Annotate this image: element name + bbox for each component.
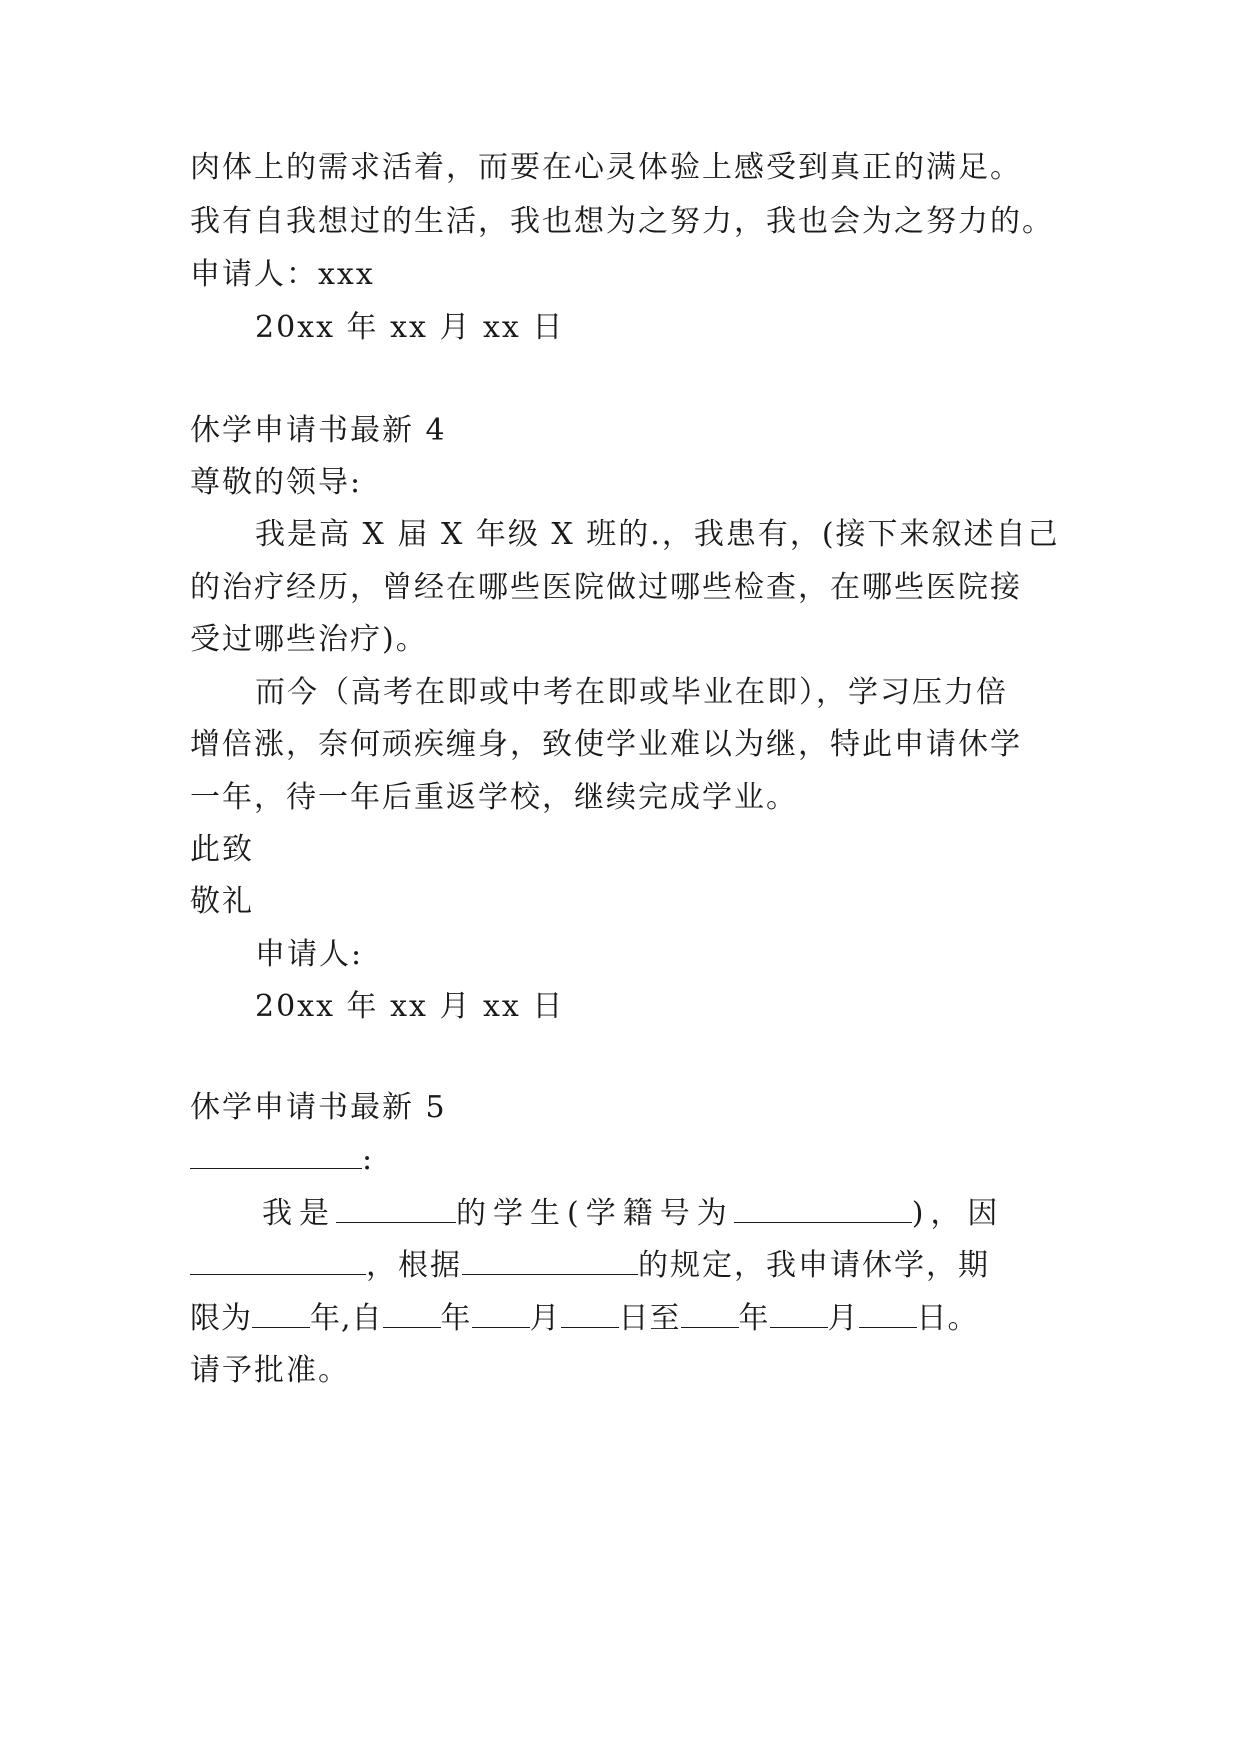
form-text: 日至 xyxy=(618,1301,681,1336)
end-day-blank[interactable] xyxy=(859,1301,917,1328)
regulation-blank[interactable] xyxy=(462,1248,638,1275)
form-text: 日。 xyxy=(916,1301,979,1336)
body-line: 肉体上的需求活着，而要在心灵体验上感受到真正的满足。 xyxy=(190,150,1022,185)
closing-line: 敬礼 xyxy=(190,884,254,919)
start-day-blank[interactable] xyxy=(561,1301,619,1328)
form-text: 限为 xyxy=(190,1301,252,1336)
date-line: 20xx 年 xx 月 xx 日 xyxy=(255,310,565,345)
student-id-blank[interactable] xyxy=(734,1196,912,1223)
form-text: 的学生(学籍号为 xyxy=(456,1196,734,1231)
form-text: 月 xyxy=(529,1301,561,1336)
form-text: 月 xyxy=(827,1301,859,1336)
body-line: 一年，待一年后重返学校，继续完成学业。 xyxy=(190,780,798,815)
form-text: 年 xyxy=(440,1301,472,1336)
form-line xyxy=(262,1195,1004,1233)
body-line: 增倍涨，奈何顽疾缠身，致使学业难以为继，特此申请休学 xyxy=(190,727,1022,762)
form-line xyxy=(190,1247,990,1285)
colon: : xyxy=(362,1142,375,1177)
reason-blank[interactable] xyxy=(190,1248,366,1275)
section-title: 休学申请书最新 4 xyxy=(190,413,447,448)
form-text: ，根据 xyxy=(366,1248,462,1283)
body-line: 而今（高考在即或中考在即或毕业在即），学习压力倍 xyxy=(255,675,1008,710)
start-month-blank[interactable] xyxy=(472,1301,530,1328)
date-line: 20xx 年 xx 月 xx 日 xyxy=(255,989,565,1024)
body-line: 的治疗经历，曾经在哪些医院做过哪些检查，在哪些医院接 xyxy=(190,570,1022,605)
school-blank[interactable] xyxy=(336,1196,456,1223)
end-month-blank[interactable] xyxy=(770,1301,828,1328)
closing-line: 请予批准。 xyxy=(190,1353,350,1388)
form-text: 的规定，我申请休学，期 xyxy=(638,1248,990,1283)
body-line: 我是高 X 届 X 年级 X 班的.，我患有，(接下来叙述自己 xyxy=(255,517,1060,552)
section-title: 休学申请书最新 5 xyxy=(190,1090,447,1125)
form-line xyxy=(190,1300,979,1338)
start-year-blank[interactable] xyxy=(383,1301,441,1328)
body-line: 受过哪些治疗)。 xyxy=(190,622,428,657)
salutation-blank xyxy=(190,1141,374,1179)
applicant-signature: 申请人: xyxy=(255,937,364,972)
form-text: 年,自 xyxy=(310,1301,383,1336)
form-text: 我是 xyxy=(262,1196,336,1231)
salutation: 尊敬的领导: xyxy=(190,465,363,500)
applicant-signature: 申请人：xxx xyxy=(190,257,375,292)
end-year-blank[interactable] xyxy=(681,1301,739,1328)
body-line: 我有自我想过的生活，我也想为之努力，我也会为之努力的。 xyxy=(190,204,1054,239)
years-blank[interactable] xyxy=(252,1301,310,1328)
form-text: 年 xyxy=(738,1301,770,1336)
form-text: )，因 xyxy=(911,1196,1005,1231)
recipient-blank[interactable] xyxy=(190,1142,362,1169)
closing-line: 此致 xyxy=(190,832,254,867)
